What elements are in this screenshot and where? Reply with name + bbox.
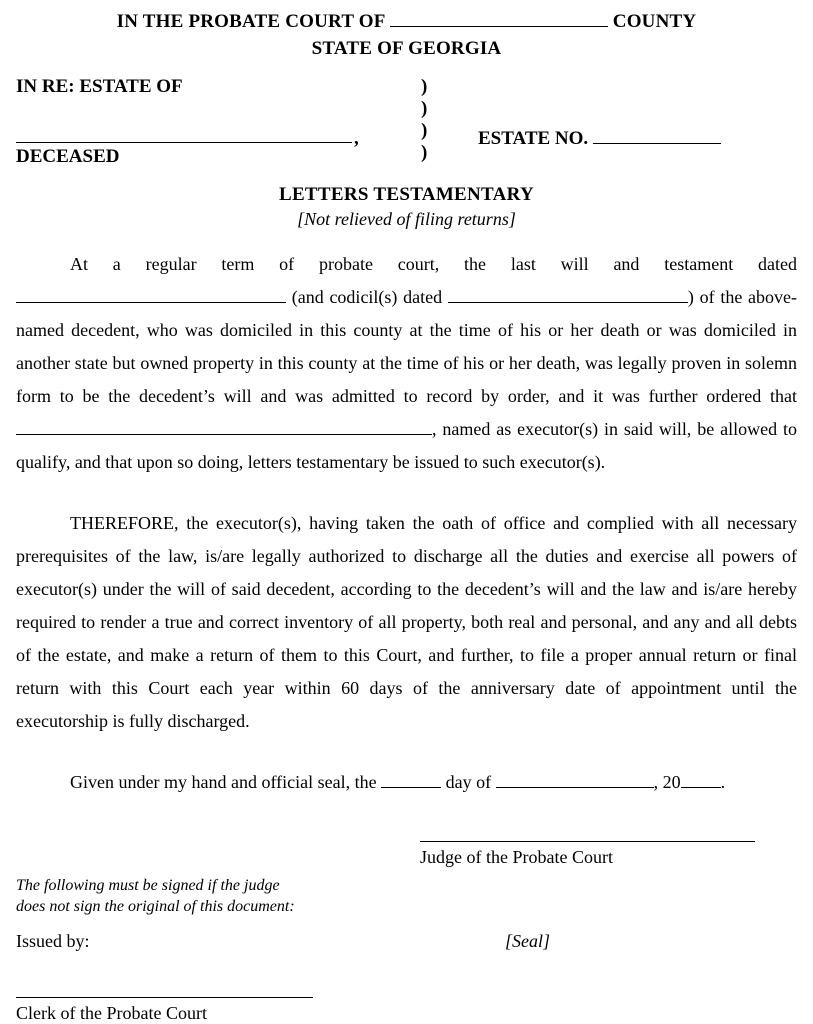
estate-number-label: ESTATE NO.	[478, 128, 589, 149]
year-blank[interactable]	[681, 769, 721, 788]
in-re-estate-label: IN RE: ESTATE OF	[16, 76, 183, 97]
paragraph-one-text-d: , named as executor(s) in said will, be allowed to qualify, and that upon so doing, letters testamentary be issued to such executor(s).	[16, 419, 797, 472]
seal-placeholder: [Seal]	[505, 931, 550, 951]
deceased-label: DECEASED	[16, 146, 120, 167]
paragraph-two-text: THEREFORE, the executor(s), having taken the oath of office and complied with all necessary prerequisites of the law, is/are legally authorized to discharge all the duties and exercise all powers of executor(s) under the will of said decedent, according to the decedent’s will and the law and is/are hereby required to render a true and correct inventory of all property, both real and personal, and any and all debts of the estate, and make a return of them to this Court, and further, to file a proper annual return or final return with this Court each year within 60 days of the anniversary date of appointment until the executorship is fully discharged.	[16, 513, 797, 731]
case-caption-block	[16, 76, 797, 172]
paragraph-one-text-c: ) of the above-named decedent, who was domiciled in this county at the time of his or her death or was domiciled in another state but owned property in this county at the time of his or her death, was legally proven in solemn form to be the decedent’s will and was admitted to record by order, and it was further ordered that	[16, 287, 798, 406]
county-name-blank[interactable]	[390, 7, 608, 27]
issued-by-label: Issued by:	[16, 931, 90, 951]
caption-paren: )	[421, 76, 428, 97]
day-blank[interactable]	[381, 769, 441, 788]
document-subtitle: [Not relieved of filing returns]	[297, 209, 516, 229]
document-title: LETTERS TESTAMENTARY	[278, 184, 535, 205]
given-text-a: Given under my hand and official seal, the	[70, 772, 377, 792]
paragraph-one	[16, 248, 797, 479]
paragraph-two	[16, 507, 797, 738]
month-blank[interactable]	[496, 769, 654, 788]
caption-paren-column	[421, 76, 427, 164]
given-text-b: day of	[445, 772, 492, 792]
signature-area	[16, 835, 797, 1023]
judge-signature-label: Judge of the Probate Court	[420, 847, 613, 867]
given-text-d: .	[720, 772, 726, 792]
document-body	[16, 248, 797, 799]
court-heading-prefix: IN THE PROBATE COURT OF	[116, 11, 385, 32]
clerk-signature-note-line-1: The following must be signed if the judge	[16, 877, 280, 894]
executor-name-blank[interactable]	[16, 416, 432, 435]
given-under-hand-line	[16, 766, 797, 799]
codicil-date-blank[interactable]	[448, 284, 688, 303]
caption-paren: )	[421, 98, 428, 119]
estate-number-blank[interactable]	[593, 124, 721, 144]
clerk-signature-blank[interactable]	[16, 997, 313, 998]
paragraph-one-text-a: At a regular term of probate court, the last will and testament dated	[70, 254, 797, 274]
court-heading-suffix: COUNTY	[612, 11, 697, 32]
clerk-signature-note	[16, 875, 295, 917]
estate-number-row	[478, 124, 721, 150]
judge-signature-blank[interactable]	[420, 841, 755, 842]
caption-paren: )	[421, 142, 428, 163]
decedent-name-blank[interactable]	[16, 142, 352, 143]
given-text-c: , 20	[653, 772, 681, 792]
paragraph-one-text-b: (and codicil(s) dated	[291, 287, 443, 307]
court-heading	[16, 7, 797, 33]
caption-paren: )	[421, 120, 428, 141]
decedent-name-comma: ,	[354, 128, 359, 149]
clerk-signature-label: Clerk of the Probate Court	[16, 1003, 207, 1023]
will-date-blank[interactable]	[16, 284, 286, 303]
clerk-signature-note-line-2: does not sign the original of this document:	[16, 898, 295, 915]
state-heading: STATE OF GEORGIA	[311, 38, 502, 59]
